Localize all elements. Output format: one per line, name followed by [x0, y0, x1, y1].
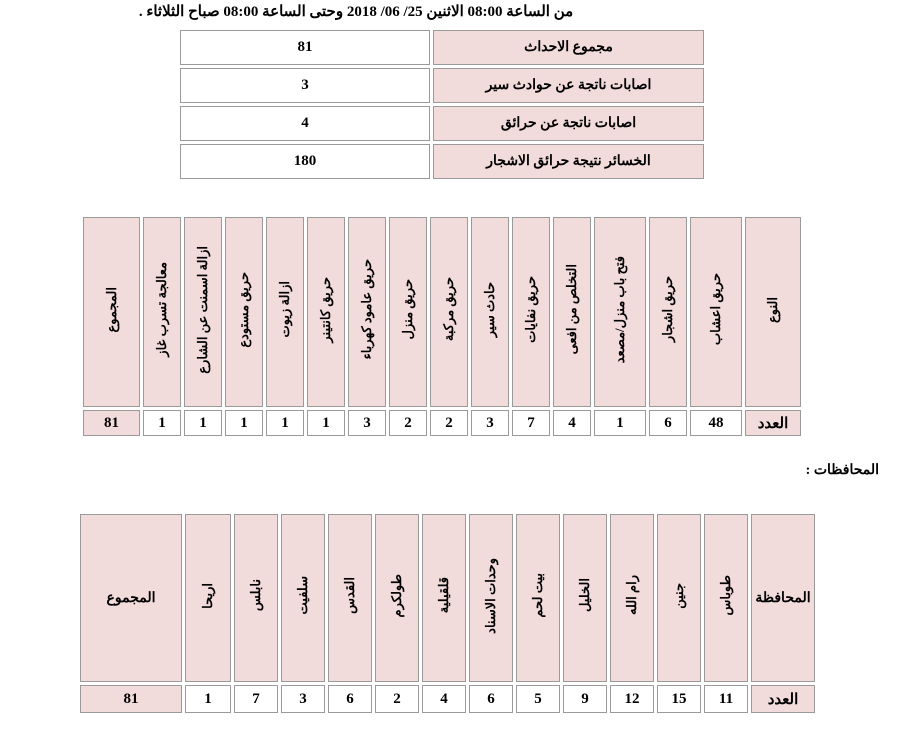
governorate-cell — [234, 514, 278, 682]
governorate-label: جنين — [671, 582, 686, 609]
type-cell — [389, 217, 427, 407]
governorate-cell — [657, 514, 701, 682]
type-count: 3 — [348, 410, 386, 436]
governorate-label: القدس — [342, 577, 357, 614]
type-cell — [184, 217, 222, 407]
governorate-count: 9 — [563, 685, 607, 713]
summary-row — [180, 144, 704, 179]
governorate-count: 2 — [375, 685, 419, 713]
type-cell — [307, 217, 345, 407]
governorate-count: 4 — [422, 685, 466, 713]
governorate-count: 3 — [281, 685, 325, 713]
governorate-cell — [185, 514, 231, 682]
count-header: العدد — [751, 685, 815, 713]
type-count: 4 — [553, 410, 591, 436]
governorate-cell — [610, 514, 654, 682]
summary-label: مجموع الاحداث — [433, 30, 704, 65]
type-cell — [430, 217, 468, 407]
governorate-label: اريحا — [200, 582, 215, 609]
governorate-label: طوباس — [718, 575, 733, 616]
governorate-cell — [704, 514, 748, 682]
type-count: 1 — [594, 410, 646, 436]
summary-row — [180, 30, 704, 65]
type-cell — [348, 217, 386, 407]
summary-row — [180, 68, 704, 103]
summary-label: اصابات ناتجة عن حوادث سير — [433, 68, 704, 103]
type-label: حريق كانتينر — [318, 276, 333, 343]
type-label: ازالة زيوت — [277, 281, 292, 338]
type-count: 1 — [307, 410, 345, 436]
type-cell — [690, 217, 742, 407]
governorate-count: 6 — [469, 685, 513, 713]
type-label: التخلص من افعى — [564, 264, 579, 355]
type-label: حريق منزل — [400, 279, 415, 340]
type-cell — [512, 217, 550, 407]
governorate-cell — [469, 514, 513, 682]
summary-value: 180 — [180, 144, 430, 179]
type-count: 2 — [430, 410, 468, 436]
total-header: المجموع — [103, 286, 119, 333]
type-label: حريق عامود كهرباء — [359, 259, 374, 360]
type-label: حريق مستودع — [236, 271, 251, 348]
count-header: العدد — [745, 410, 801, 436]
type-label: حريق مركبة — [441, 277, 456, 342]
governorate-counts-row — [80, 685, 815, 713]
total-count: 81 — [83, 410, 140, 436]
event-type-labels-row — [83, 217, 801, 407]
governorate-count: 11 — [704, 685, 748, 713]
governorate-count: 7 — [234, 685, 278, 713]
type-count: 2 — [389, 410, 427, 436]
governorate-label: رام الله — [624, 575, 639, 616]
summary-value: 81 — [180, 30, 430, 65]
governorate-cell — [563, 514, 607, 682]
type-label: حريق نفايات — [523, 276, 538, 343]
summary-label: الخسائر نتيجة حرائق الاشجار — [433, 144, 704, 179]
governorate-cell — [328, 514, 372, 682]
type-cell — [471, 217, 509, 407]
governorates-table — [77, 511, 818, 716]
governorate-count: 5 — [516, 685, 560, 713]
type-count: 1 — [184, 410, 222, 436]
event-type-counts-row — [83, 410, 801, 436]
event-types-table — [80, 214, 804, 439]
report-period-line: من الساعة 08:00 الاثنين 25/ 06/ 2018 وحتى الساعة 08:00 صباح الثلاثاء . — [138, 4, 574, 20]
governorate-count: 6 — [328, 685, 372, 713]
summary-label: اصابات ناتجة عن حرائق — [433, 106, 704, 141]
governorate-count: 15 — [657, 685, 701, 713]
governorate-label: سلفيت — [295, 576, 310, 615]
governorate-label: قلقيلية — [436, 577, 451, 614]
governorate-labels-row — [80, 514, 815, 682]
type-cell — [266, 217, 304, 407]
type-count: 1 — [225, 410, 263, 436]
governorate-cell — [281, 514, 325, 682]
type-label: معالجة تسرب غاز — [154, 262, 169, 357]
type-label: ازالة اسمنت عن الشارع — [195, 245, 210, 374]
type-count: 6 — [649, 410, 687, 436]
summary-table — [177, 27, 707, 182]
governorate-cell — [516, 514, 560, 682]
type-label: حادث سير — [482, 281, 497, 338]
summary-row — [180, 106, 704, 141]
governorates-caption: المحافظات : — [805, 463, 879, 478]
governorate-label: بيت لحم — [530, 573, 545, 618]
total-count: 81 — [80, 685, 182, 713]
type-count: 1 — [266, 410, 304, 436]
type-label: حريق اعشاب — [708, 273, 723, 346]
type-cell — [649, 217, 687, 407]
governorate-label: الخليل — [577, 578, 592, 613]
type-cell — [225, 217, 263, 407]
total-header-cell — [83, 217, 140, 407]
summary-value: 4 — [180, 106, 430, 141]
type-cell — [143, 217, 181, 407]
governorate-count: 12 — [610, 685, 654, 713]
governorate-cell — [375, 514, 419, 682]
governorate-label: وحدات الاسناد — [483, 557, 498, 634]
type-count: 3 — [471, 410, 509, 436]
type-header-cell — [745, 217, 801, 407]
governorate-count: 1 — [185, 685, 231, 713]
type-count: 7 — [512, 410, 550, 436]
type-cell — [553, 217, 591, 407]
governorate-label: نابلس — [248, 579, 263, 612]
type-count: 1 — [143, 410, 181, 436]
type-label: فتح باب منزل/مصعد — [612, 255, 627, 364]
summary-value: 3 — [180, 68, 430, 103]
total-header: المجموع — [80, 514, 182, 682]
type-cell — [594, 217, 646, 407]
governorate-label: طولكرم — [389, 573, 404, 618]
type-header: النوع — [765, 296, 780, 323]
governorate-header: المحافظة — [751, 514, 815, 682]
governorate-cell — [422, 514, 466, 682]
type-label: حريق اشجار — [660, 276, 675, 343]
type-count: 48 — [690, 410, 742, 436]
